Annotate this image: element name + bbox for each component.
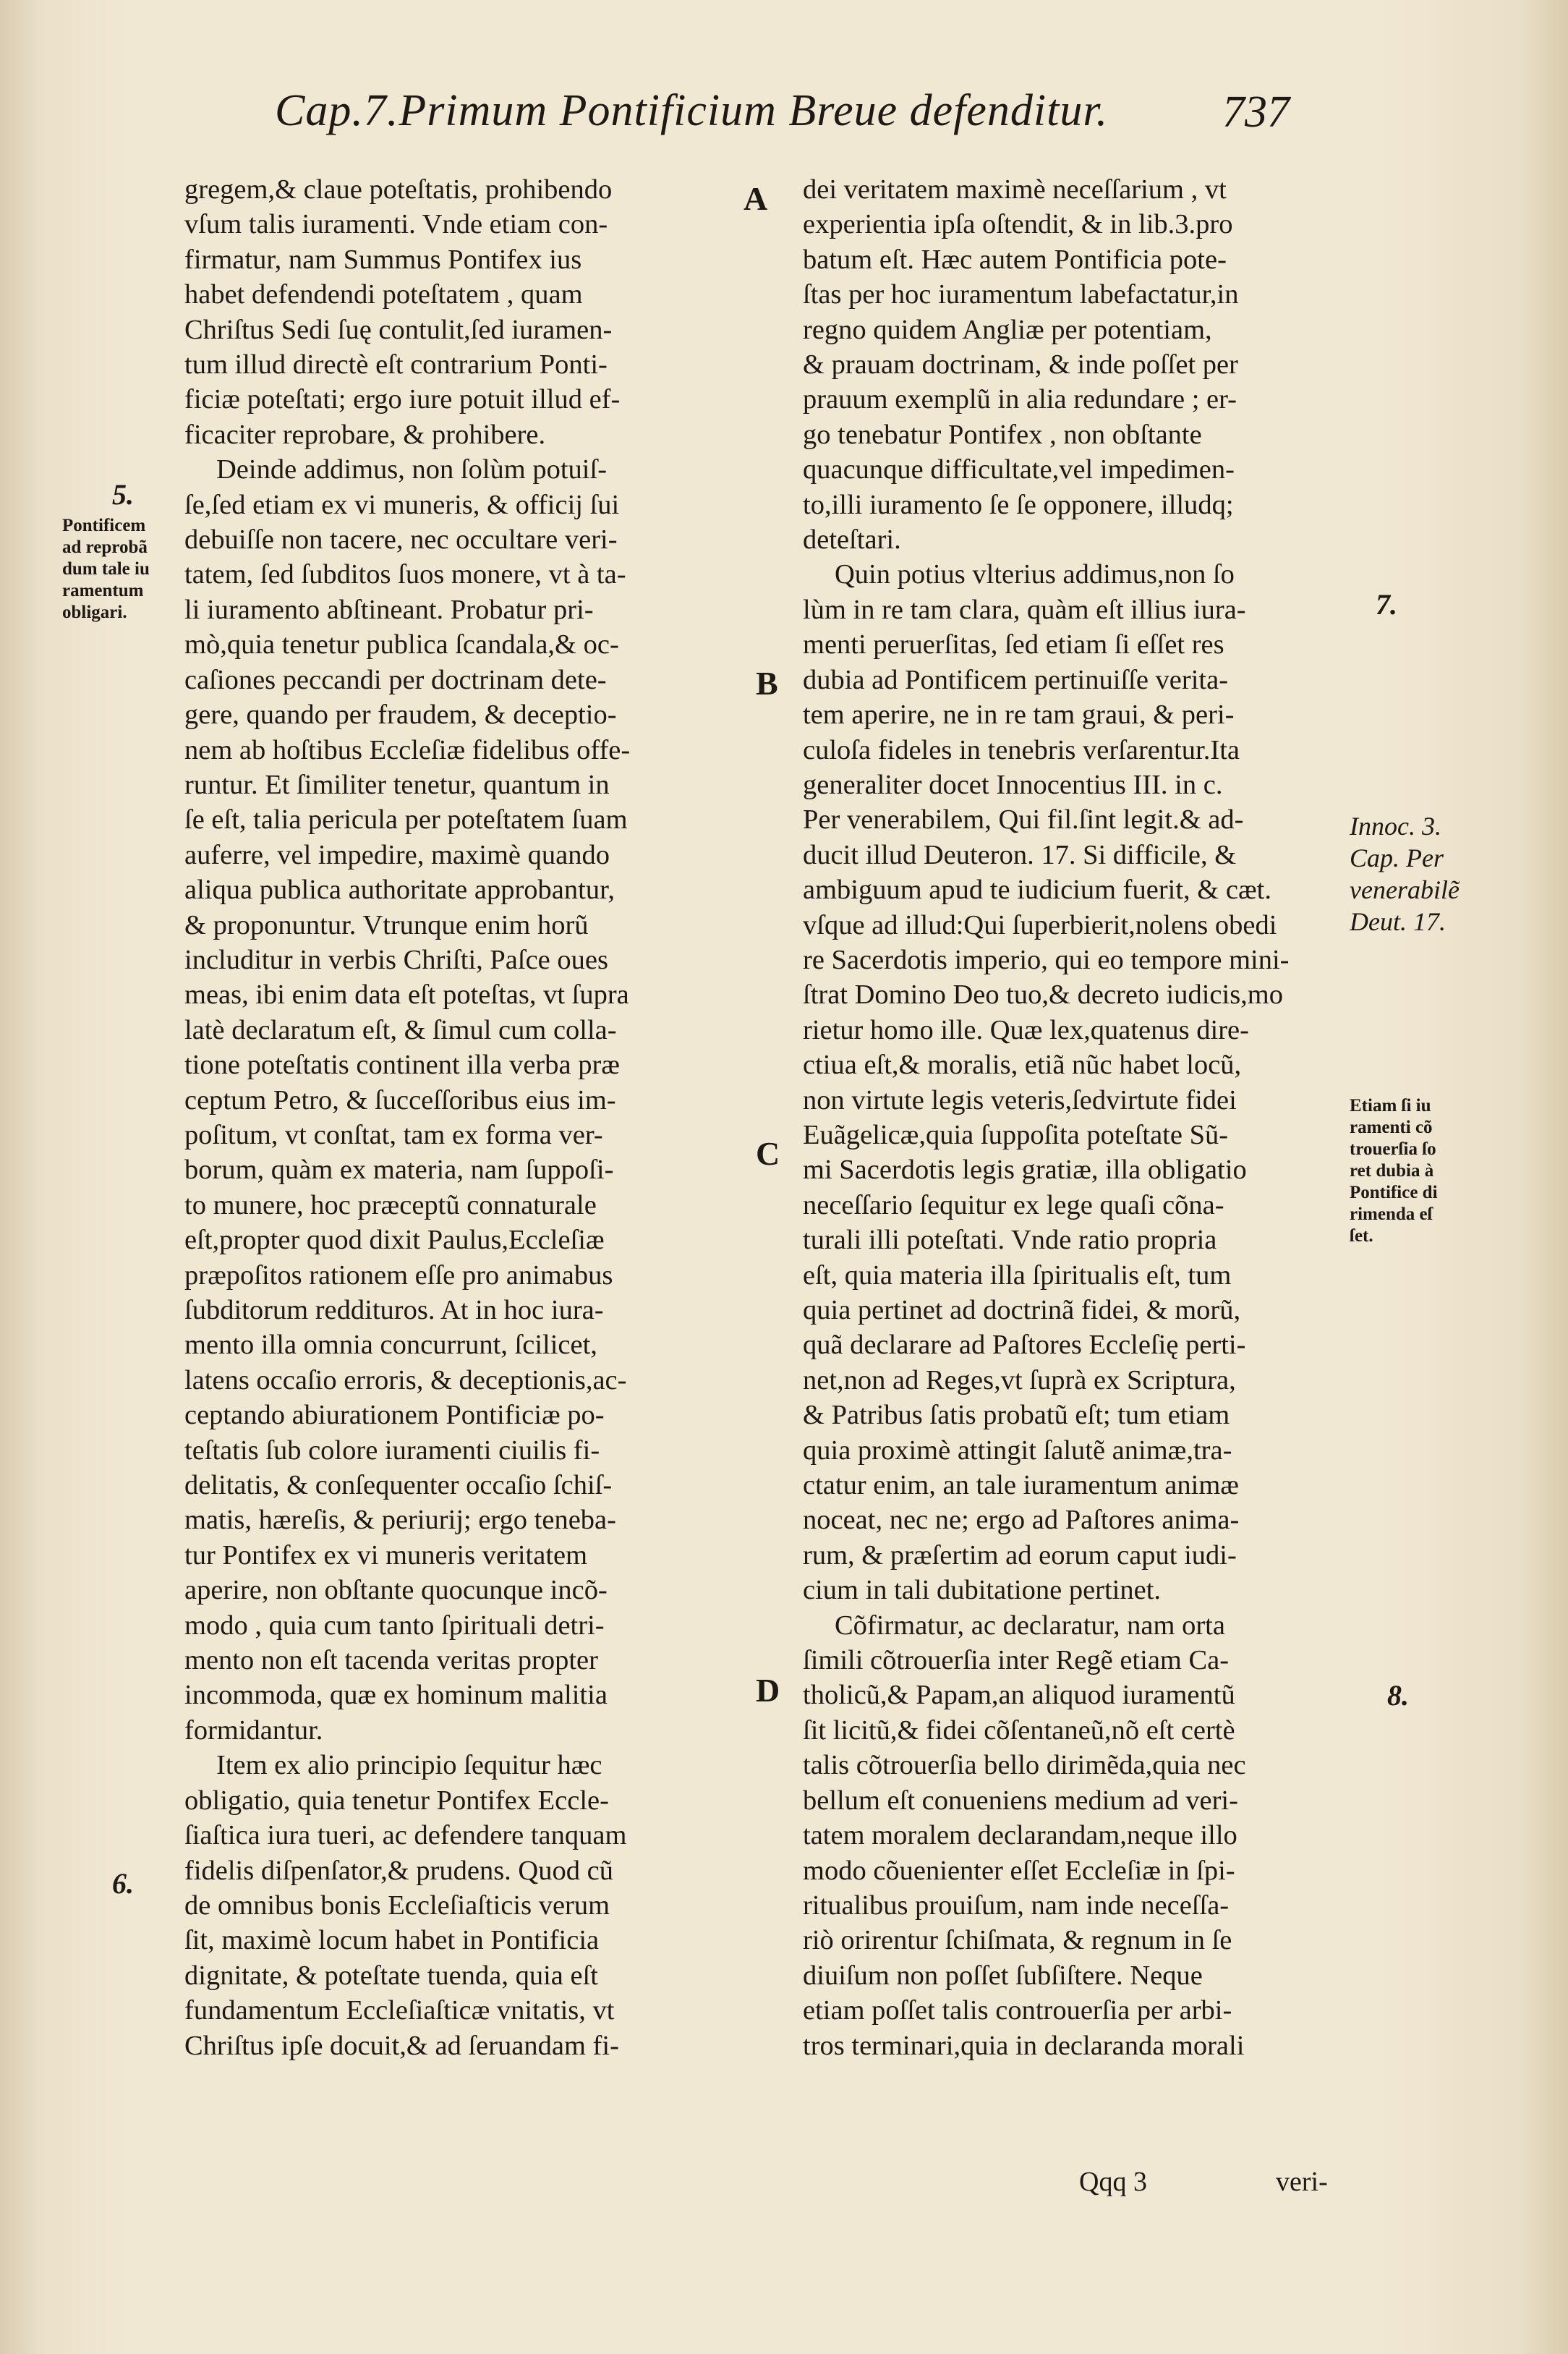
text-line: ſiaſtica iura tueri, ac defendere tanquam: [184, 1820, 627, 1851]
section-letter-c: C: [756, 1135, 780, 1172]
text-line: culoſa fideles in tenebris verſarentur.Ita: [803, 734, 1240, 765]
margin-reference-line: Deut. 17.: [1350, 907, 1446, 936]
margin-number-7: 7.: [1376, 588, 1397, 621]
text-line: ritualibus prouiſum, nam inde neceſſa-: [803, 1890, 1230, 1921]
margin-note-line: trouerſia ſo: [1350, 1139, 1436, 1159]
text-line: tum illud directè eſt contrarium Ponti-: [184, 349, 608, 381]
text-line: prauum exemplũ in alia redundare ; er-: [803, 384, 1237, 415]
text-line: to munere, hoc præceptũ connaturale: [184, 1189, 597, 1220]
text-line: eſt,propter quod dixit Paulus,Eccleſiæ: [184, 1225, 605, 1256]
text-line: ceptando abiurationem Pontificiæ po-: [184, 1400, 605, 1431]
margin-note-line: Pontificem: [62, 516, 146, 535]
text-line: gere, quando per fraudem, & deceptio-: [184, 700, 617, 731]
text-line: formidantur.: [184, 1714, 323, 1746]
text-line: Cõfirmatur, ac declaratur, nam orta: [835, 1610, 1225, 1641]
text-line: & prauam doctrinam, & inde poſſet per: [803, 349, 1238, 381]
text-line: Chriſtus Sedi ſuę contulit,ſed iuramen-: [184, 314, 613, 345]
text-line: ſimili cõtrouerſia inter Regẽ etiam Ca-: [803, 1645, 1230, 1676]
text-line: mento non eſt tacenda veritas propter: [184, 1645, 598, 1676]
text-line: caſiones peccandi per doctrinam dete-: [184, 664, 607, 695]
text-line: batum eſt. Hæc autem Pontificia pote-: [803, 244, 1227, 275]
text-line: ſtrat Domino Deo tuo,& decreto iudicis,mo: [803, 980, 1283, 1011]
page-number: 737: [1222, 88, 1290, 137]
margin-note-7: [1350, 1095, 1438, 1247]
text-line: lùm in re tam clara, quàm eſt illius iura-: [803, 594, 1246, 625]
text-line: firmatur, nam Summus Pontifex ius: [184, 244, 582, 275]
running-title: Cap.7.Primum Pontificium Breue defenditur.: [275, 86, 1109, 135]
text-line: ambiguum apud te iudicium fuerit, & cæt.: [803, 875, 1271, 906]
text-line: ſtas per hoc iuramentum labefactatur,in: [803, 279, 1239, 310]
text-line: tholicũ,& Papam,an aliquod iuramentũ: [803, 1680, 1235, 1711]
text-line: Item ex alio principio ſequitur hæc: [216, 1750, 602, 1781]
text-line: Euãgelicæ,quia ſuppoſita poteſtate Sũ-: [803, 1119, 1229, 1150]
margin-note-line: ramentum: [62, 581, 144, 600]
text-line: neceſſario ſequitur ex lege quaſi cõna-: [803, 1189, 1224, 1220]
text-line: teſtatis ſub colore iuramenti ciuilis fi-: [184, 1435, 600, 1466]
left-column: [184, 172, 734, 2063]
text-line: aperire, non obſtante quocunque incõ-: [184, 1575, 608, 1606]
text-line: mò,quia tenetur publica ſcandala,& oc-: [184, 629, 619, 660]
text-line: ducit illud Deuteron. 17. Si difficile, &: [803, 839, 1237, 870]
text-line: modo , quia cum tanto ſpirituali detri-: [184, 1610, 605, 1641]
text-line: ſe eſt, talia pericula per poteſtatem ſuam: [184, 804, 628, 836]
text-line: ctatur enim, an tale iuramentum animæ: [803, 1470, 1239, 1501]
text-line: ceptum Petro, & ſucceſſoribus eius im-: [184, 1084, 616, 1116]
margin-references: [1350, 810, 1460, 938]
text-line: tatem moralem declarandam,neque illo: [803, 1820, 1237, 1851]
text-line: obligatio, quia tenetur Pontifex Eccle-: [184, 1785, 609, 1816]
text-line: ſit, maximè locum habet in Pontificia: [184, 1925, 600, 1956]
right-column: [803, 172, 1352, 2063]
text-line: ſe,ſed etiam ex vi muneris, & officij ſui: [184, 489, 620, 520]
margin-note-line: obligari.: [62, 603, 127, 622]
running-header: [275, 85, 1331, 150]
text-line: rietur homo ille. Quæ lex,quatenus dire-: [803, 1014, 1249, 1045]
text-line: ficaciter reprobare, & prohibere.: [184, 419, 546, 450]
text-line: go tenebatur Pontifex , non obſtante: [803, 419, 1202, 450]
text-line: habet defendendi poteſtatem , quam: [184, 279, 583, 310]
text-line: Deinde addimus, non ſolùm potuiſ-: [216, 454, 608, 485]
text-line: diuiſum non poſſet ſubſiſtere. Neque: [803, 1960, 1203, 1991]
margin-number-8: 8.: [1387, 1679, 1409, 1712]
text-line: auferre, vel impedire, maximè quando: [184, 839, 610, 870]
text-line: Quin potius vlterius addimus,non ſo: [835, 559, 1235, 590]
section-letter-d: D: [756, 1672, 780, 1709]
text-line: turali illi poteſtati. Vnde ratio propria: [803, 1225, 1217, 1256]
signature-mark: Qqq 3: [1079, 2167, 1147, 2197]
text-line: mento illa omnia concurrunt, ſcilicet,: [184, 1330, 597, 1361]
text-line: dei veritatem maximè neceſſarium , vt: [803, 174, 1227, 205]
margin-reference-line: venerabilẽ: [1350, 875, 1460, 904]
text-line: matis, hæreſis, & periurij; ergo teneba-: [184, 1505, 616, 1536]
text-line: etiam poſſet talis controuerſia per arbi-: [803, 1995, 1232, 2026]
text-line: vſum talis iuramenti. Vnde etiam con-: [184, 209, 608, 240]
text-line: re Sacerdotis imperio, qui eo tempore mini-: [803, 944, 1290, 975]
text-line: ficiæ poteſtati; ergo iure potuit illud ef-: [184, 384, 621, 415]
text-line: & proponuntur. Vtrunque enim horũ: [184, 909, 589, 940]
text-line: generaliter docet Innocentius III. in c.: [803, 769, 1223, 800]
text-line: aliqua publica authoritate approbantur,: [184, 875, 615, 906]
text-line: dignitate, & poteſtate tuenda, quia eſt: [184, 1960, 598, 1991]
text-line: includitur in verbis Chriſti, Paſce oues: [184, 944, 608, 975]
text-line: ſit licitũ,& fidei cõſentaneũ,nõ eſt certè: [803, 1714, 1235, 1746]
margin-note-line: dum tale iu: [62, 559, 150, 579]
text-line: quia pertinet ad doctrinã fidei, & morũ,: [803, 1295, 1241, 1325]
text-line: latè declaratum eſt, & ſimul cum colla-: [184, 1014, 617, 1045]
text-line: poſitum, vt conſtat, tam ex forma ver-: [184, 1119, 603, 1150]
text-line: præpoſitos rationem eſſe pro animabus: [184, 1259, 613, 1291]
text-line: fidelis diſpenſator,& prudens. Quod cũ: [184, 1855, 613, 1886]
margin-reference-line: Cap. Per: [1350, 844, 1444, 872]
text-line: noceat, nec ne; ergo ad Paſtores anima-: [803, 1505, 1240, 1536]
text-line: regno quidem Angliæ per potentiam,: [803, 314, 1212, 345]
text-line: Per venerabilem, Qui fil.ſint legit.& ad-: [803, 804, 1244, 836]
text-line: li iuramento abſtineant. Probatur pri-: [184, 594, 594, 625]
text-line: net,non ad Reges,vt ſuprà ex Scriptura,: [803, 1364, 1236, 1395]
text-line: quacunque difficultate,vel impedimen-: [803, 454, 1235, 485]
section-letter-b: B: [756, 665, 778, 702]
text-line: rum, & præſertim ad eorum caput iudi-: [803, 1539, 1237, 1571]
text-line: cium in tali dubitatione pertinet.: [803, 1575, 1162, 1606]
text-line: debuiſſe non tacere, nec occultare veri-: [184, 524, 618, 556]
text-line: ſubditorum reddituros. At in hoc iura-: [184, 1295, 604, 1325]
text-line: tem aperire, ne in re tam graui, & peri-: [803, 700, 1235, 731]
text-line: menti peruerſitas, ſed etiam ſi eſſet res: [803, 629, 1224, 660]
text-line: & Patribus ſatis probatũ eſt; tum etiam: [803, 1400, 1230, 1431]
margin-reference-line: Innoc. 3.: [1350, 812, 1441, 841]
text-line: de omnibus bonis Eccleſiaſticis verum: [184, 1890, 610, 1921]
margin-note-line: ret dubia à: [1350, 1161, 1434, 1181]
text-line: gregem,& claue poteſtatis, prohibendo: [184, 174, 613, 205]
margin-note-line: Pontifice di: [1350, 1183, 1438, 1202]
text-line: borum, quàm ex materia, nam ſuppoſi-: [184, 1155, 614, 1186]
text-line: dubia ad Pontificem pertinuiſſe verita-: [803, 664, 1229, 695]
margin-note-line: Etiam ſi iu: [1350, 1096, 1431, 1116]
text-line: latens occaſio erroris, & deceptionis,ac-: [184, 1364, 627, 1395]
text-line: ctiua eſt,& moralis, etiã nũc habet locũ,: [803, 1050, 1242, 1081]
margin-number-5: 5.: [112, 478, 134, 511]
section-letter-a: A: [743, 180, 768, 217]
text-line: deteſtari.: [803, 524, 901, 556]
text-line: incommoda, quæ ex hominum malitia: [184, 1680, 608, 1711]
text-line: tatem, ſed ſubditos ſuos monere, vt à ta-: [184, 559, 626, 590]
text-line: non virtute legis veteris,ſedvirtute fidei: [803, 1084, 1237, 1116]
text-line: mi Sacerdotis legis gratiæ, illa obligatio: [803, 1155, 1247, 1186]
text-line: tur Pontifex ex vi muneris veritatem: [184, 1539, 588, 1571]
text-line: quia proximè attingit ſalutẽ animæ,tra-: [803, 1435, 1232, 1466]
text-line: vſque ad illud:Qui ſuperbierit,nolens obedi: [803, 909, 1277, 940]
text-line: quã declarare ad Paſtores Eccleſię perti-: [803, 1330, 1246, 1361]
text-line: tione poteſtatis continent illa verba præ: [184, 1050, 620, 1081]
margin-note-line: ramenti cõ: [1350, 1118, 1433, 1137]
text-line: to,illi iuramento ſe ſe opponere, illudq;: [803, 489, 1234, 520]
text-line: talis cõtrouerſia bello dirimẽda,quia nec: [803, 1750, 1246, 1781]
text-line: delitatis, & conſequenter occaſio ſchiſ-: [184, 1470, 613, 1501]
text-line: meas, ibi enim data eſt poteſtas, vt ſupra: [184, 980, 629, 1011]
text-line: tros terminari,quia in declaranda morali: [803, 2030, 1245, 2061]
text-line: nem ab hoſtibus Eccleſiæ fidelibus offe-: [184, 734, 631, 765]
text-line: modo cõuenienter eſſet Eccleſiæ in ſpi-: [803, 1855, 1235, 1886]
text-line: bellum eſt conueniens medium ad veri-: [803, 1785, 1238, 1816]
margin-note-line: rimenda eſ: [1350, 1204, 1433, 1224]
margin-note-5: [62, 515, 150, 624]
text-line: riò orirentur ſchiſmata, & regnum in ſe: [803, 1925, 1232, 1956]
margin-note-line: ſet.: [1350, 1226, 1373, 1246]
text-line: fundamentum Eccleſiaſticæ vnitatis, vt: [184, 1995, 615, 2026]
margin-note-line: ad reprobã: [62, 537, 148, 557]
margin-number-6: 6.: [112, 1867, 134, 1900]
text-line: eſt, quia materia illa ſpiritualis eſt, tum: [803, 1259, 1232, 1291]
text-line: experientia ipſa oſtendit, & in lib.3.pro: [803, 209, 1233, 240]
catchword: veri-: [1276, 2167, 1328, 2197]
text-line: Chriſtus ipſe docuit,& ad ſeruandam fi-: [184, 2030, 619, 2061]
text-line: runtur. Et ſimiliter tenetur, quantum in: [184, 769, 610, 800]
